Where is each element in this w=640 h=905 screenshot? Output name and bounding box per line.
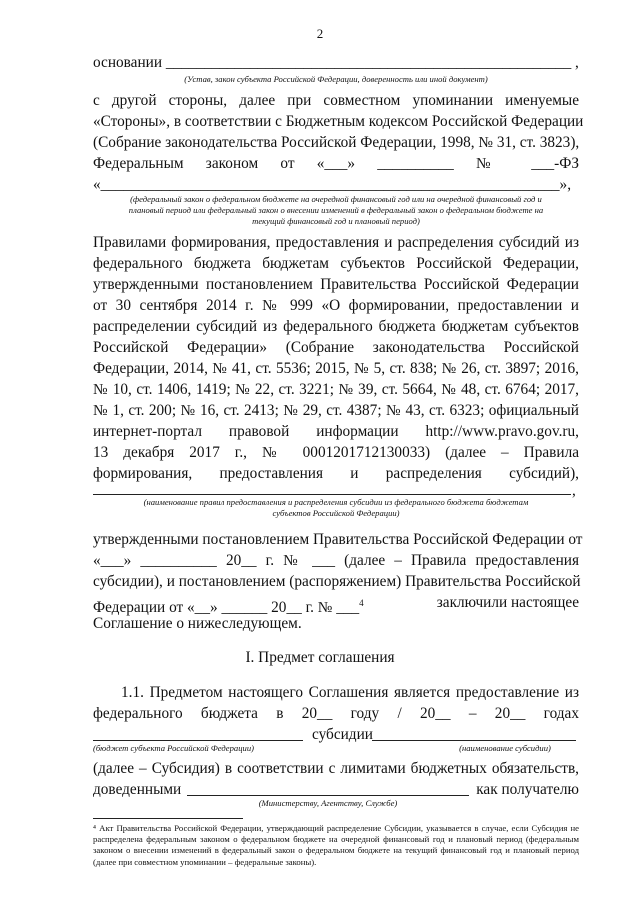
text-line: (далее – Субсидия) в соответствии с лимитами бюджетных обязательств, [93,760,579,777]
text-line: Правилами формирования, предоставления и распределения субсидий из [93,234,579,251]
text-dovedennymi: доведенными [93,781,182,798]
footnote-separator [93,818,243,819]
text-line: с другой стороны, далее при совместном упоминании именуемые [93,92,579,109]
text-line: субсидии), и постановлением (распоряжением) Правительства Российской [93,573,581,590]
blank-rule-region-budget [93,740,303,741]
text-line: интернет-портал правовой информации http://www.pravo.gov.ru, [93,423,579,440]
caption-basis-document: (Устав, закон субъекта Российской Федерации, доверенность или иной документ) [184,74,488,84]
text-line-federal-law: Федеральным законом от «___» __________ № ___-ФЗ [93,155,579,172]
caption-subsidy-name: (наименование субсидии) [459,743,551,753]
blank-rule-subsidy-name [372,740,576,741]
page-number: 2 [316,26,324,41]
caption-rules-name: (наименование правил предоставления и распределения субсидии из федерального бюджета бюджетам [143,497,529,507]
blank-rule-ministry [187,795,469,796]
caption-region-budget: (бюджет субъекта Российской Федерации) [93,743,254,753]
text-line: (Собрание законодательства Российской Федерации, 1998, № 31, ст. 3823), [93,134,580,151]
footnote-reference[interactable]: 4 [359,598,364,608]
text-line: Российской Федерации» (Собрание законодательства Российской [93,339,579,356]
text-line-law-name-blank: «____________________________________________________________», [93,176,572,193]
text-line: от 30 сентября 2014 г. № 999 «О формировании, предоставлении и [93,297,579,314]
text-line: федерального бюджета бюджетам субъектов Российской Федерации, [93,255,579,272]
caption-federal-law: текущий финансовый год и плановый период) [252,216,420,226]
text-line: № 10, ст. 1406, 1419; № 22, ст. 3221; № 39, ст. 5664, № 48, ст. 6764; 2017, [93,381,579,398]
text-fragment: заключили настоящее [436,594,579,611]
comma: , [572,482,576,499]
footnote-4: ⁴ Акт Правительства Российской Федерации, утверждающий распределение Субсидии, указывается в случае, если Субсидия не распределена федеральным законом о федеральном бюджете на очередной финансовый год и плановый период (федеральным законом о внесении изменений в федеральный закон о федеральном бюджете на текущий финансовый год и плановый период (далее при совместном упоминании – федеральные законы). [93,823,579,867]
text-kak-poluchatelyu: как получателю [476,781,579,798]
text-line: утвержденными постановлением Правительства Российской Федерации [93,276,579,293]
caption-rules-name: субъектов Российской Федерации) [272,508,400,518]
text-line: федерального бюджета в 20__ году / 20__ – 20__ годах [93,705,579,722]
section-heading: I. Предмет соглашения [245,649,395,666]
text-fragment: Федерации от «__» ______ 20__ г. № ___$^4$ [93,598,364,617]
text-line: Соглашение о нижеследующем. [93,615,302,632]
text-subsidii: субсидии [312,726,373,743]
text-line: Федерации, 2014, № 41, ст. 5536; 2015, № 5, ст. 838; № 26, ст. 3897; 2016, [93,360,579,377]
text-line: формирования, предоставления и распределения субсидий), [93,465,579,482]
text-line: «Стороны», в соответствии с Бюджетным кодексом Российской Федерации [93,113,584,130]
text-line: утвержденными постановлением Правительства Российской Федерации от [93,531,583,548]
caption-federal-law: (федеральный закон о федеральном бюджете на очередной финансовый год или на очередной финансовый год и [130,194,542,204]
caption-ministry: (Министерству, Агентству, Службе) [258,798,398,808]
text-line: № 1, ст. 200; № 16, ст. 2413; № 29, ст. 4387; № 43, ст. 6323; официальный [93,402,579,419]
text-line: 1.1. Предметом настоящего Соглашения является предоставление из [121,684,579,701]
blank-rule-rules-name [93,494,571,495]
text-line: «___» __________ 20__ г. № ___ (далее – Правила предоставления [93,552,579,569]
text-line: распределении субсидий из федерального бюджета бюджетам субъектов [93,318,579,335]
caption-federal-law: плановый период или федеральный закон о внесении изменений в федеральный закон о федеральном бюджете на [128,205,544,215]
text-line: 13 декабря 2017 г., № 0001201712130033) (далее – Правила [93,444,579,461]
text-line-osnovanii: основании _____________________________________________________ , [93,54,579,71]
